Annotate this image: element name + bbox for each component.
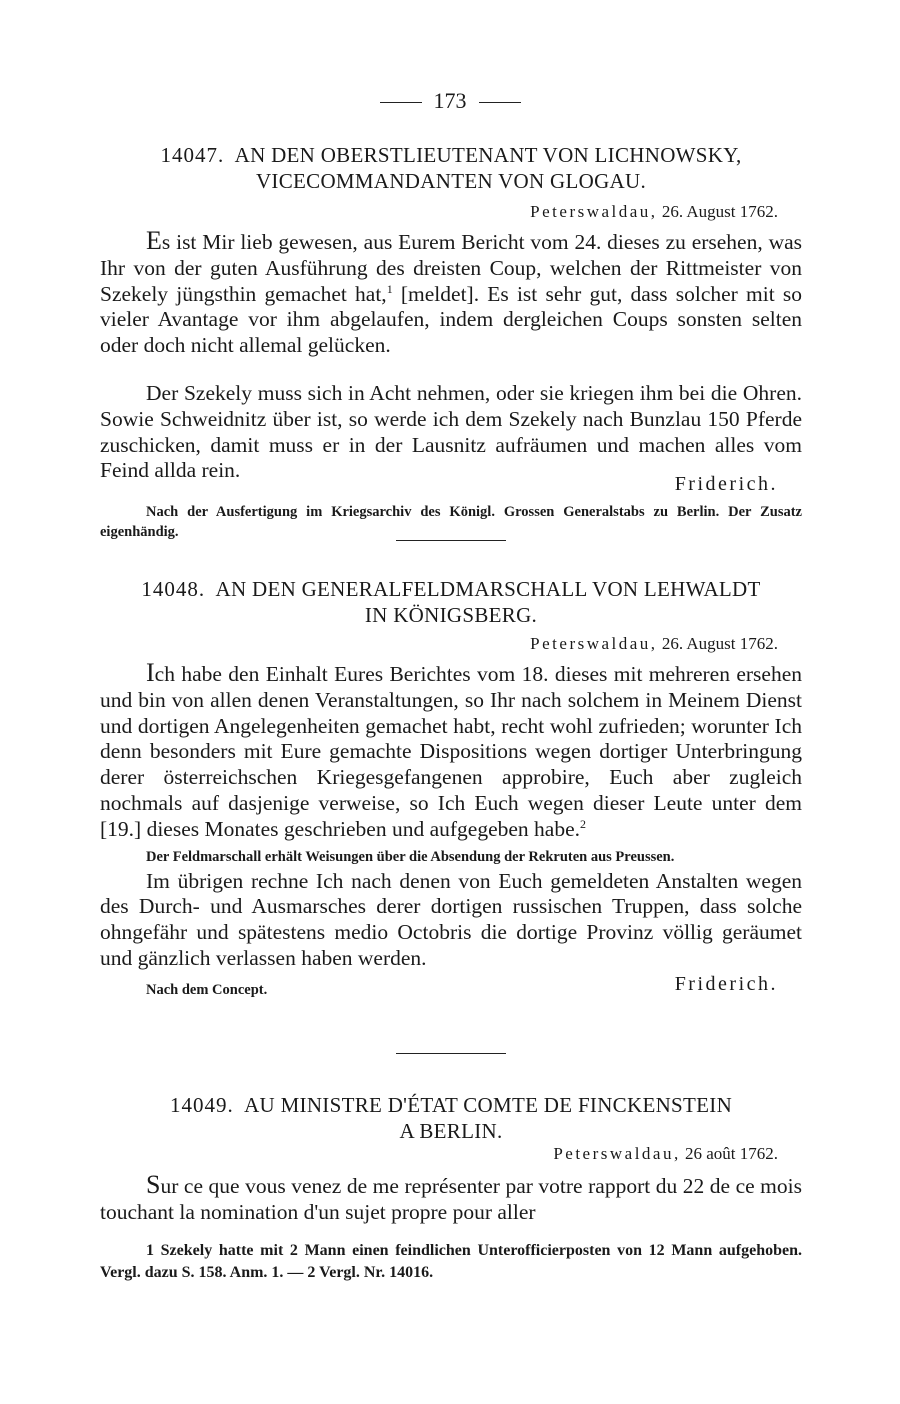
letter-number: 14048. bbox=[141, 577, 206, 601]
addressee-line-1: AN DEN GENERALFELDMARSCHALL VON LEHWALDT bbox=[215, 577, 761, 601]
signature-row bbox=[100, 972, 802, 998]
addressee-line-2: IN KÖNIGSBERG. bbox=[364, 603, 538, 627]
page-number-left-dash bbox=[380, 102, 422, 103]
letter-paragraph-2 bbox=[100, 381, 802, 484]
letter-14049 bbox=[100, 1092, 802, 1226]
source-note: Nach der Ausfertigung im Kriegsarchiv des Königl. Grossen Generalstabs zu Berlin. Der Zusatz eigenhändig. bbox=[100, 504, 802, 541]
date: 26. August 1762. bbox=[661, 202, 778, 221]
section-divider bbox=[396, 540, 506, 541]
section-divider-2 bbox=[396, 1053, 506, 1054]
paragraph-text: Im übrigen rechne Ich nach denen von Euch gemeldeten Anstalten wegen des Durch- und Ausmarsches derer dortigen russischen Truppen, dass solche ohngefähr und spätestens medio Octobris die dortige Provinz völlig geräumet und gänzlich verlassen haben werden. bbox=[100, 868, 802, 970]
signature: Friderich. bbox=[674, 473, 778, 496]
letter-14047 bbox=[100, 142, 802, 542]
addressee-line-2: A BERLIN. bbox=[399, 1119, 503, 1143]
initial-letter: S bbox=[146, 1170, 161, 1199]
paragraph-text: ch habe den Einhalt Eures Berichtes vom 18. dieses mit mehreren ersehen und bin von allen denen Veranstaltungen, so Ihr nach solchem in Meinem Dienst und dortigen Angelegenheiten gemachet habt, recht wohl zufrieden; worunter Ich denn besonders mit Eure gemachte Dispositions wegen dortiger Unterbringung derer österreichschen Kriegesgefangenen approbire, Euch aber zugleich nochmals auf dasjenige verweise, so Ich Euch wegen dieser Leute unter dem [19.] dieses Monates geschrieben und aufgegeben habe. bbox=[100, 662, 802, 841]
dateline bbox=[100, 632, 802, 656]
footnote-mark: 2 bbox=[580, 816, 586, 831]
addressee-line-2: VICECOMMANDANTEN VON GLOGAU. bbox=[255, 169, 647, 193]
dateline bbox=[100, 1142, 802, 1166]
date: 26 août 1762. bbox=[684, 1144, 778, 1163]
date-place: Peterswaldau, bbox=[530, 634, 658, 653]
date: 26. August 1762. bbox=[661, 634, 778, 653]
paragraph-text: s ist Mir lieb gewesen, aus Eurem Bericht vom 24. dieses zu ersehen, was Ihr von der guten Ausführung des dreisten Coup, welchen der Rittmeister von Szekely jüngsthin gemachet hat, bbox=[100, 230, 802, 306]
footnotes bbox=[100, 1240, 802, 1284]
paragraph-text: ur ce que vous venez de me représenter par votre rapport du 22 de ce mois touchant la nomination d'un sujet propre pour aller bbox=[100, 1174, 802, 1224]
signature: Friderich. bbox=[674, 972, 778, 995]
letter-paragraph bbox=[100, 660, 802, 843]
date-place: Peterswaldau, bbox=[553, 1144, 681, 1163]
dateline bbox=[100, 200, 802, 224]
letter-heading bbox=[100, 576, 802, 628]
source-note: Nach dem Concept. bbox=[146, 981, 268, 998]
letter-paragraph-2 bbox=[100, 869, 802, 972]
initial-letter: E bbox=[146, 226, 162, 255]
letter-number: 14049. bbox=[169, 1093, 234, 1117]
letter-number: 14047. bbox=[160, 143, 225, 167]
letter-heading bbox=[100, 1092, 802, 1144]
content-summary-note: Der Feldmarschall erhält Weisungen über die Absendung der Rekruten aus Preussen. bbox=[146, 848, 675, 865]
page-number-line bbox=[0, 88, 900, 114]
addressee-line-1: AN DEN OBERSTLIEUTENANT VON LICHNOWSKY, bbox=[234, 143, 742, 167]
footnote-text: 1 Szekely hatte mit 2 Mann einen feindlichen Unterofficierposten von 12 Mann aufgehoben. Vergl. dazu S. 158. Anm. 1. — 2 Vergl. Nr. 14016. bbox=[100, 1242, 802, 1281]
paragraph-text: Der Szekely muss sich in Acht nehmen, oder sie kriegen ihm bei die Ohren. Sowie Schweidnitz über ist, so werde ich dem Szekely nach Bunzlau 150 Pferde zuschicken, damit muss er in der Lausnitz aufräumen und machen alles vom Feind allda rein. bbox=[100, 380, 802, 483]
footnote-mark: 1 bbox=[386, 281, 393, 296]
initial-letter: I bbox=[146, 658, 155, 687]
page-number-right-dash bbox=[479, 102, 521, 103]
paragraph-text-continued: [meldet]. Es ist sehr gut, dass solcher mit so vieler Avantage vor ihm abgelaufen, indem dergleichen Coups sonsten selten oder doch nicht allemal gelücken. bbox=[100, 281, 802, 358]
letter-paragraph bbox=[100, 228, 802, 359]
page-number: 173 bbox=[433, 88, 467, 113]
letter-paragraph bbox=[100, 1172, 802, 1226]
letter-14048 bbox=[100, 576, 802, 998]
addressee-line-1: AU MINISTRE D'ÉTAT COMTE DE FINCKENSTEIN bbox=[244, 1093, 733, 1117]
letter-heading bbox=[100, 142, 802, 194]
date-place: Peterswaldau, bbox=[530, 202, 658, 221]
